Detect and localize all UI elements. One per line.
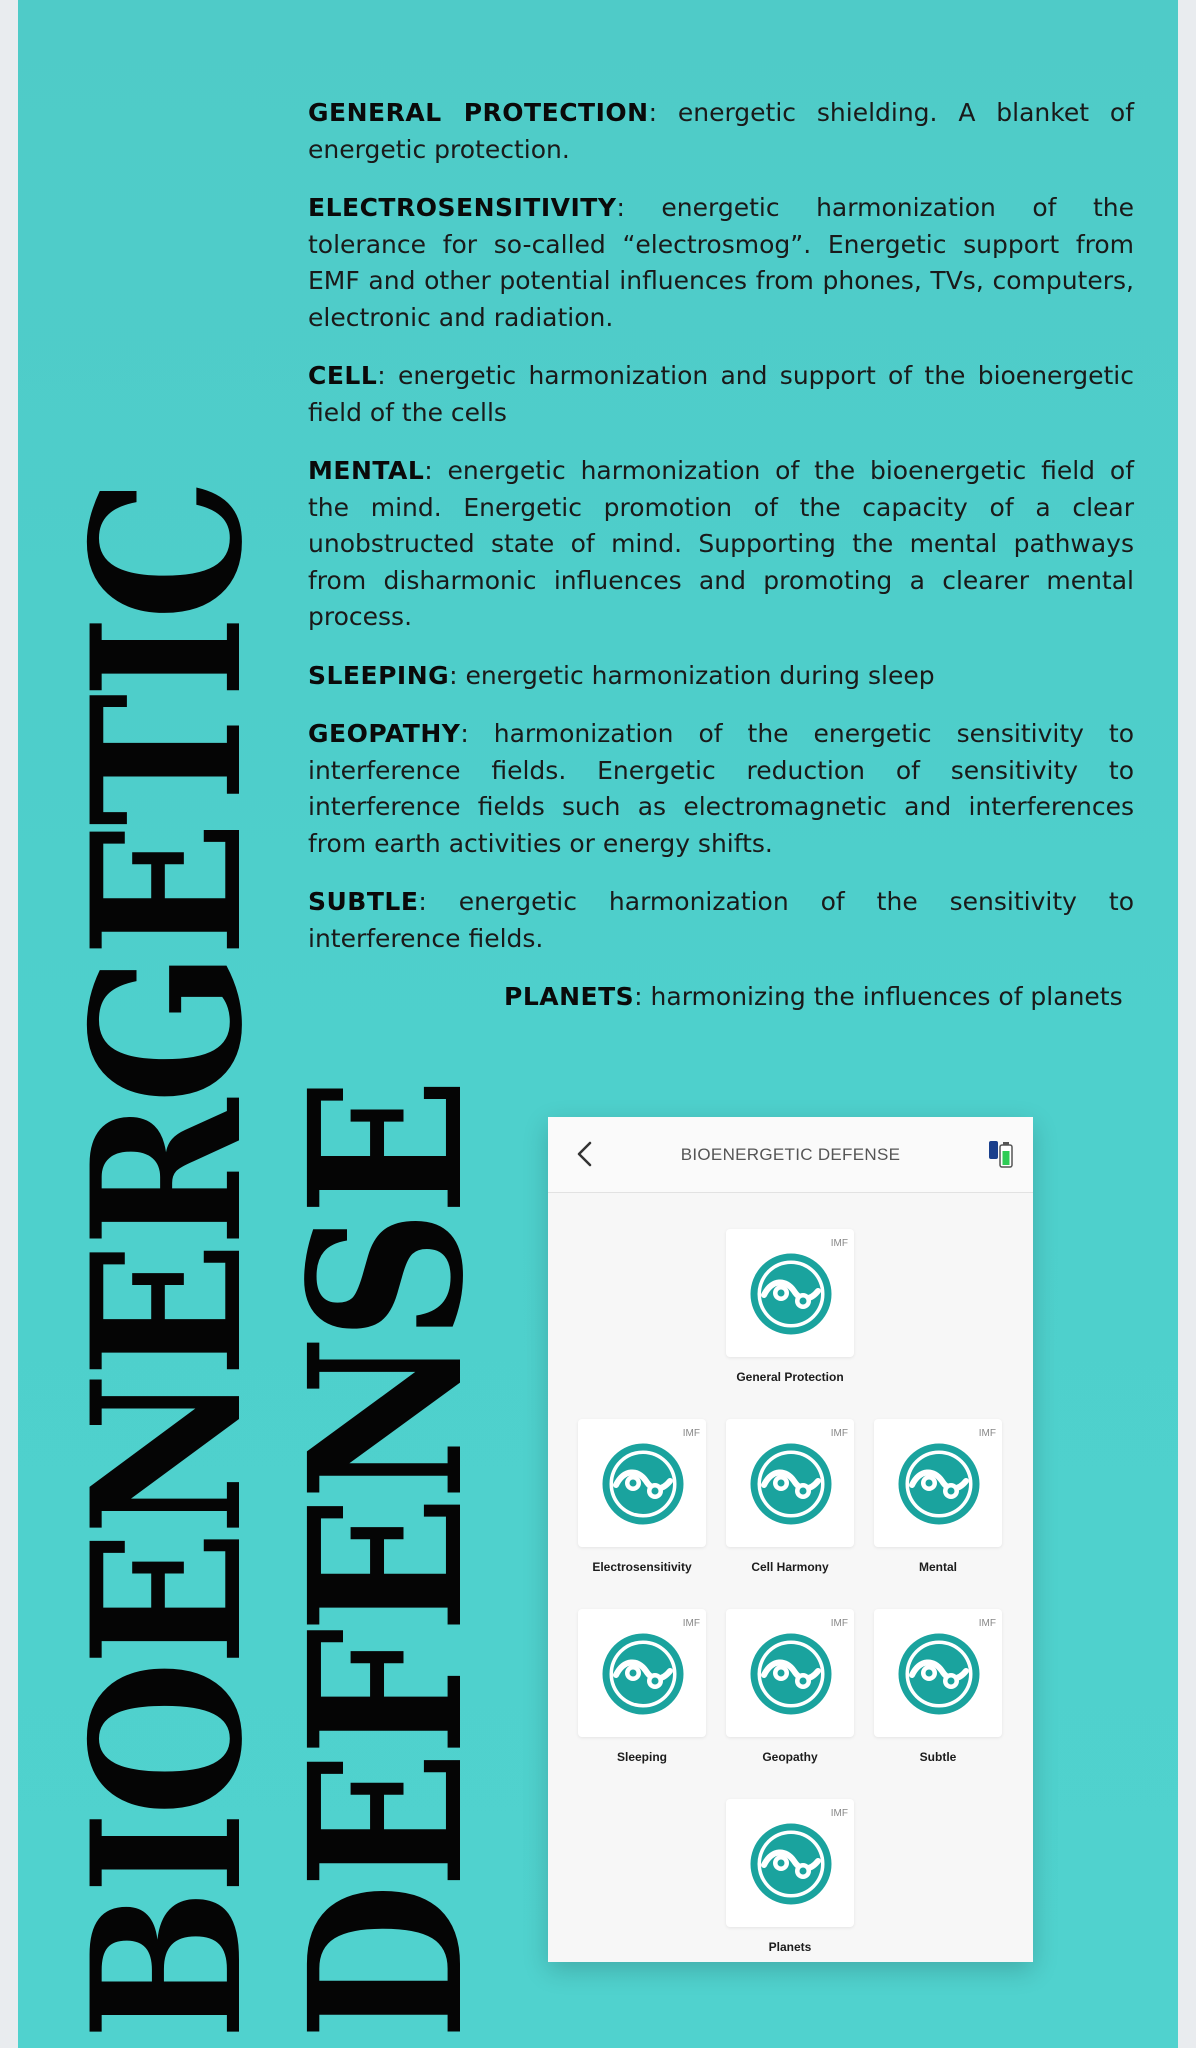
tile-label: Electrosensitivity bbox=[592, 1560, 692, 1574]
tile-planets[interactable] bbox=[726, 1799, 854, 1927]
app-screenshot bbox=[548, 1117, 1033, 1962]
imf-logo-icon bbox=[896, 1631, 982, 1717]
device-status-button[interactable] bbox=[987, 1135, 1017, 1171]
definition-text: : energetic harmonization during sleep bbox=[449, 660, 935, 690]
definition-text: : energetic harmonization of the bioenergetic field of the mind. Energetic promotion of the capacity of a clear unobstructed state of mind. Supporting the mental pathways from disharmonic influences and promoting a clearer mental process. bbox=[308, 456, 1134, 631]
definition-text: : energetic harmonization and support of the bioenergetic field of the cells bbox=[308, 361, 1134, 427]
tile-label: General Protection bbox=[736, 1370, 844, 1384]
imf-badge: IMF bbox=[830, 1238, 848, 1249]
imf-logo-icon bbox=[748, 1631, 834, 1717]
definitions-list bbox=[308, 95, 1134, 1038]
definition-term: MENTAL bbox=[308, 456, 425, 485]
definition-planets bbox=[504, 979, 1134, 1016]
imf-badge: IMF bbox=[830, 1428, 848, 1439]
tile-label: Subtle bbox=[919, 1750, 957, 1764]
app-header bbox=[548, 1117, 1033, 1193]
title-bioenergetic: BIOENERGETIC bbox=[48, 483, 288, 2041]
tile-cell-harmony[interactable] bbox=[726, 1419, 854, 1547]
imf-logo-icon bbox=[748, 1821, 834, 1907]
imf-badge: IMF bbox=[682, 1428, 700, 1439]
imf-logo-icon bbox=[600, 1441, 686, 1527]
definition-text: : energetic harmonization of the sensitivity to interference fields. bbox=[308, 887, 1134, 953]
tile-subtle[interactable] bbox=[874, 1609, 1002, 1737]
tile-label: Cell Harmony bbox=[751, 1560, 829, 1574]
definition-general-protection bbox=[308, 95, 1134, 168]
imf-badge: IMF bbox=[830, 1808, 848, 1819]
definition-term: SLEEPING bbox=[308, 660, 450, 690]
tile-label: Sleeping bbox=[616, 1750, 667, 1764]
definition-term: GENERAL PROTECTION bbox=[308, 98, 649, 127]
definition-term: SUBTLE bbox=[308, 887, 419, 916]
imf-badge: IMF bbox=[830, 1618, 848, 1629]
tile-electrosensitivity[interactable] bbox=[578, 1419, 706, 1547]
definition-term: CELL bbox=[308, 361, 378, 390]
imf-logo-icon bbox=[748, 1251, 834, 1337]
tile-mental[interactable] bbox=[874, 1419, 1002, 1547]
definition-term: PLANETS bbox=[504, 982, 635, 1011]
definition-geopathy bbox=[308, 716, 1134, 862]
tile-sleeping[interactable] bbox=[578, 1609, 706, 1737]
tile-general-protection[interactable] bbox=[726, 1229, 854, 1357]
imf-badge: IMF bbox=[978, 1618, 996, 1629]
definition-mental bbox=[308, 453, 1134, 636]
definition-text: : energetic harmonization of the tolerance for so-called “electrosmog”. Energetic support from EMF and other potential influences from phones, TVs, computers, electronic and radiation. bbox=[308, 193, 1134, 332]
definition-term: ELECTROSENSITIVITY bbox=[308, 193, 617, 222]
imf-logo-icon bbox=[896, 1441, 982, 1527]
imf-badge: IMF bbox=[978, 1428, 996, 1439]
title-defense: DEFENSE bbox=[263, 1082, 510, 2040]
app-header-title: BIOENERGETIC DEFENSE bbox=[680, 1145, 901, 1164]
tile-label: Geopathy bbox=[762, 1750, 818, 1764]
tile-label: Mental bbox=[918, 1560, 957, 1574]
definition-sleeping bbox=[308, 658, 1134, 695]
imf-badge: IMF bbox=[682, 1618, 700, 1629]
definition-term: GEOPATHY bbox=[308, 719, 461, 748]
definition-text: : energetic shielding. A blanket of energetic protection. bbox=[308, 98, 1134, 164]
imf-logo-icon bbox=[748, 1441, 834, 1527]
definition-cell bbox=[308, 358, 1134, 431]
definition-text: : harmonizing the influences of planets bbox=[634, 982, 1123, 1011]
definition-electrosensitivity bbox=[308, 190, 1134, 336]
definition-text: : harmonization of the energetic sensitivity to interference fields. Energetic reduction of sensitivity to interference fields such as electromagnetic and interferences from earth activities or energy shifts. bbox=[308, 719, 1134, 858]
imf-grid bbox=[548, 1192, 1033, 1962]
definition-subtle bbox=[308, 884, 1134, 957]
tile-geopathy[interactable] bbox=[726, 1609, 854, 1737]
imf-logo-icon bbox=[600, 1631, 686, 1717]
tile-label: Planets bbox=[768, 1940, 812, 1954]
device-battery-icon bbox=[987, 1135, 1017, 1171]
